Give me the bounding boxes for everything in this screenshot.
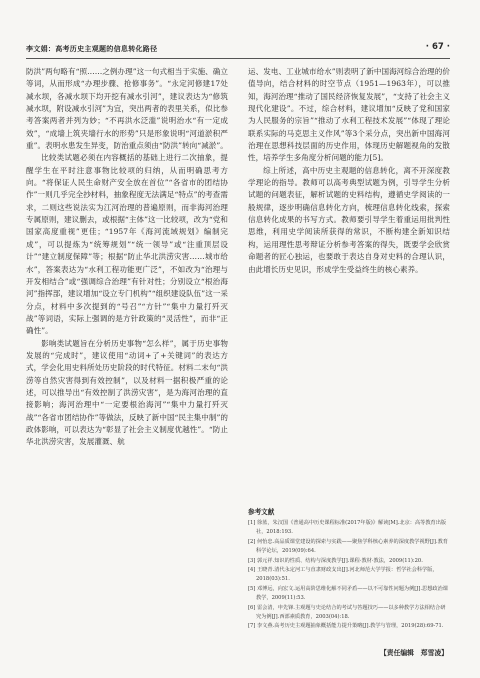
body-paragraph: 比较类试题必须在内容概括的基础上进行二次抽象，提醒学生在平时注意事物比较项的归纳，从而明确思考方向。“将保证人民生命财产安全放在首位”“各省市的团结协作”一则几乎完全抄材料，抽象程度无法满足“特点”的考查需求，二则这些说法实为江河治理的普遍原则，而非海河治理专属原则，建议删去，或根据“主体”这一比较项，改为“党和国家高度重视”更佳；“1957年《海河流域规划》编制完成”，可以提炼为“统筹规划”“统一领导”或“注重顶层设计”“建立制度保障”等；根据“防止华北洪涝灾害……城市给水”，答案表达为“水利工程功能更广泛”，不如改为“治理与开发相结合”或“强调综合治理”有针对性；分别设立“根治海河”指挥部，建议增加“设立专门机构”“组织建设队伍”这一采分点，材料中多次提到的“号召”“方针”“集中力量打歼灭战”等词语，实际上强调的是方针政策的“灵活性”，而非“正确性”。	[26, 153, 228, 336]
reference-item: [1] 徐蓝，朱汉国《普通高中历史课程标准(2017年版)》解读[M].北京：高等教育出版社，2018:193.	[248, 520, 447, 536]
body-paragraph: 防洪”两句略有“照……之例办理”这一句式相当于实施、确立等词，从而形成“办理步骤、抢修事务”。“永定河修建17处减水坝，各减水坝下均开挖有减水引河”，建议表达为“修筑减水坝，附设减水引河”为宜，突出两者的表里关系，似比参考答案两者并列为妙；“不再洪水泛滥”说明治水“有一定成效”，“成墙上筑夹墙行水的形势”只是形象说明“河道淤积严重”。表明水患发生异变，防治重点须由“防洪”转向“减淤”。	[26, 67, 228, 151]
running-title: 李文娟：高考历史主观题的信息转化路径	[26, 45, 158, 53]
page-number: · 67 ·	[425, 42, 450, 52]
right-column	[248, 66, 450, 276]
responsible-editor: 【责任编辑 郑雪凌】	[380, 649, 448, 657]
header-rule	[26, 58, 450, 59]
body-paragraph: 运、发电、工业城市给水”则表明了新中国海河综合治理的价值导向，结合材料的时空节点（1951—1963年），可以推知，海河治理“推动了国民经济恢复发展”，“支持了社会主义现代化建设”。不过，综合材料，建议增加“反映了党和国家为人民服务的宗旨”“推动了水利工程技术发展”“体现了理论联系实际的马克思主义作风”等3个采分点，突出新中国海河治理在思想科技层面的历史作用，体现历史解题视角的发散性，培养学生多角度分析问题的能力[5]。	[248, 67, 450, 163]
reference-item: [3] 郭元祥.知识的性质、结构与深度教学[J].课程·教材·教法，2009(11):20.	[248, 557, 423, 564]
references-section	[248, 506, 450, 632]
reference-item: [4] 王晓青.清代永定河工与直隶财政支出[J].河北师范大学学报：哲学社会科学版，2018(03):51.	[248, 567, 438, 583]
left-column	[26, 66, 228, 449]
reference-item: [5] 邓博远，向宏文.运用高阶思维化解不同矛盾——以不可靠性问题为例[J].思想政治课教学，2009(11):53.	[248, 585, 448, 602]
reference-item: [2] 何怡忠.高品质课堂建设的探索与实践——聚焦学科核心素养的深度教学视野[J].教育科学论坛，2019(09):64.	[248, 538, 448, 555]
reference-item: [7] 李文燕.高考历史主观题抽象概括能力提升策略[J].教学与管理，2019(28):69-71.	[248, 623, 444, 630]
body-paragraph: 综上所述，高中历史主观题的信息转化，离不开深度教学理论的指导。教师可以高考典型试题为例，引导学生分析试题的问题表征，解析试题的史料结构，遵循史学阅读的一般规律，逐步明确信息转化方向，梳理信息转化线索，探索信息转化成果的书写方式。教师要引导学生着重运用批判性思维，利用史学阅读所获得的常识，不断构建全新知识结构，运用理性思考辩证分析参考答案的得失，既要学会欣赏命题者的匠心独运，也要敢于表达自身对史料的合理认识，由此增长历史见识，形成学生受益终生的核心素养。	[248, 165, 450, 274]
running-head	[26, 42, 450, 58]
body-paragraph: 影响类试题旨在分析历史事物“怎么样”，属于历史事物发展的“完成时”，建议使用“动词+了+关键词”的表达方式，学会化用史料所处历史阶段的时代特征。材料二末句“洪涝等自然灾害得到有效控制”，以及材料一据积极严重的论述，可以推导出“有效控制了洪涝灾害”，是为海河治理的直接影响；海河治理中“一定要根治海河”“集中力量打歼灭战”“各省市团结协作”等做法，反映了新中国“民主集中制”的政体影响，可以表达为“彰显了社会主义制度优越性”。“防止华北洪涝灾害，发展灌溉、航	[26, 338, 228, 447]
reference-item: [6] 雷会清，申先锋.主观题与史论结合的考试与答题技巧——以多种教学方法相结合研究为例[J].西部素质教育，2003(04):18.	[248, 604, 446, 621]
references-title: 参考文献	[248, 508, 275, 516]
